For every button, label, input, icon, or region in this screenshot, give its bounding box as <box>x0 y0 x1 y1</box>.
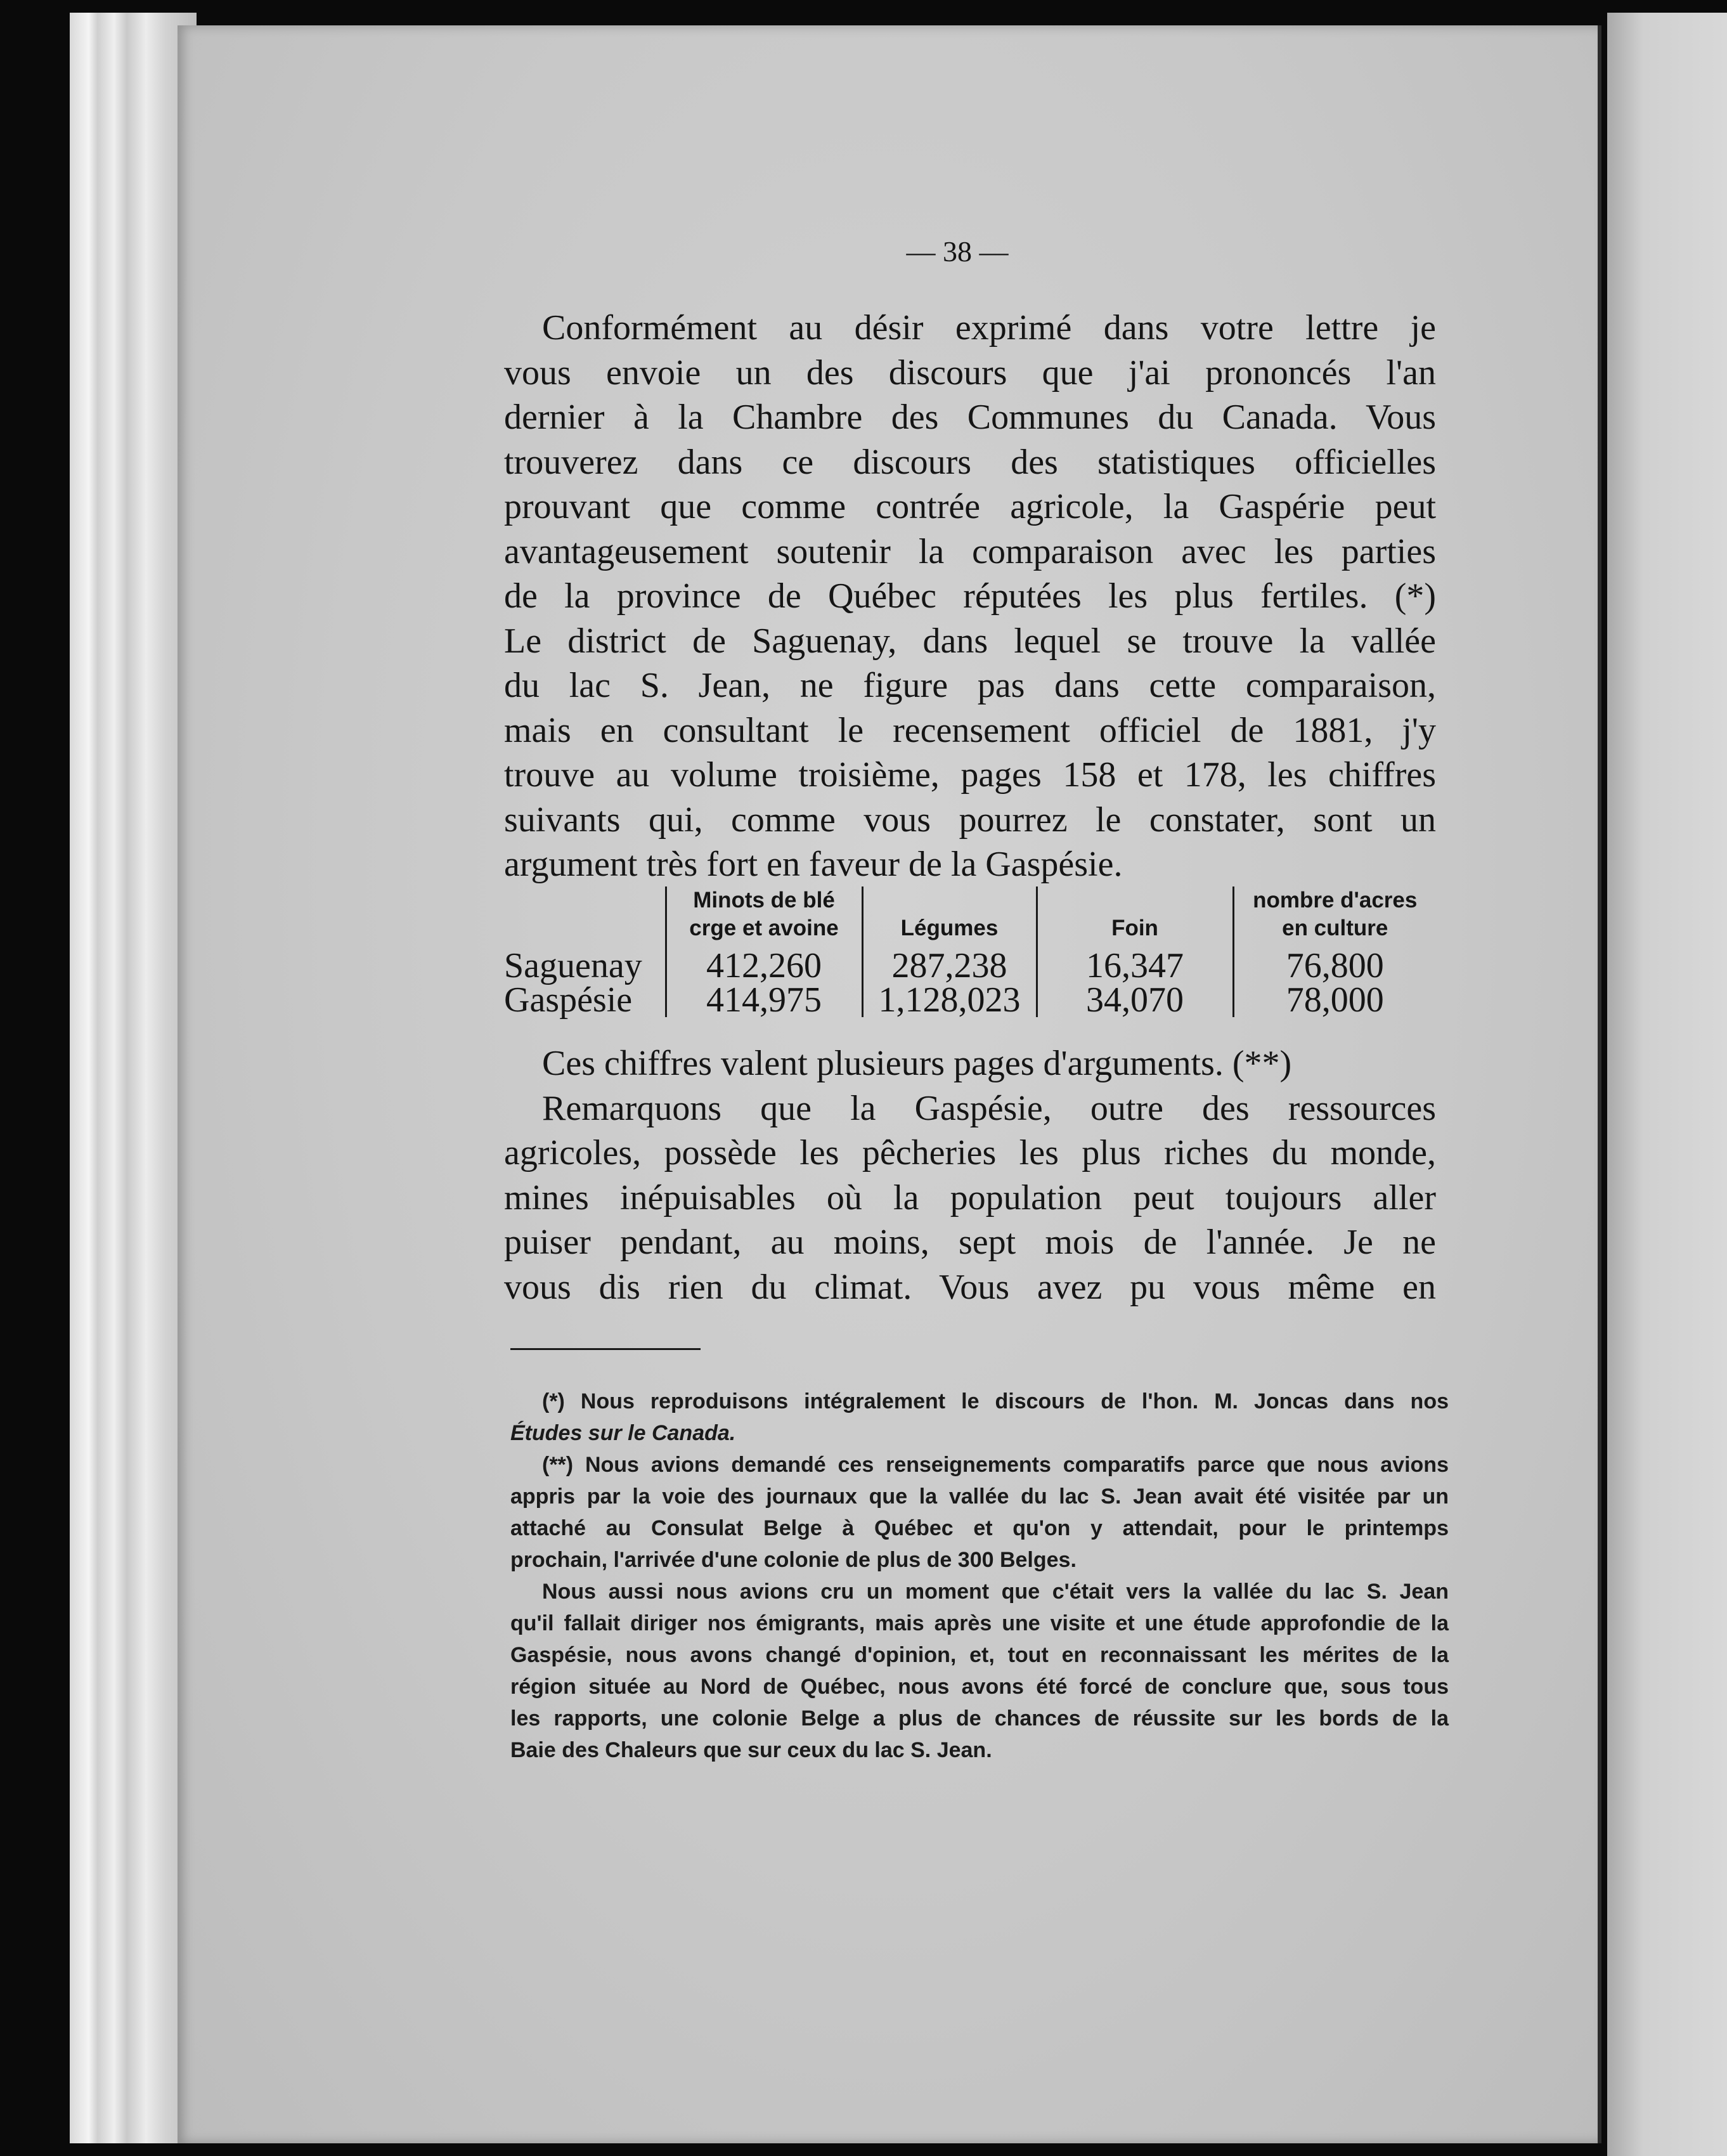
text-line: vous dis rien du climat. Vous avez pu vous même en <box>504 1267 1436 1307</box>
page-gutter <box>1598 25 1601 2143</box>
footnote-line: (**) Nous avions demandé ces renseignements comparatifs parce que nous avions <box>542 1453 1449 1477</box>
table-cell: 16,347 <box>1037 949 1233 983</box>
table-header-row <box>504 886 1436 949</box>
table-header-hay <box>1037 886 1233 949</box>
table-cell: 1,128,023 <box>862 983 1037 1017</box>
table-cell: 34,070 <box>1037 983 1233 1017</box>
footnote-line: les rapports, une colonie Belge a plus de chances de réussite sur les bords de la <box>510 1706 1449 1731</box>
footnote-line: Nous aussi nous avions cru un moment que c'était vers la vallée du lac S. Jean <box>542 1580 1449 1604</box>
statistics-table <box>504 886 1436 1020</box>
table-cell: 414,975 <box>666 983 862 1017</box>
text-line: mines inépuisables où la population peut toujours aller <box>504 1178 1436 1218</box>
row-label: Saguenay <box>504 946 642 985</box>
footnote-line: Gaspésie, nous avons changé d'opinion, et, tout en reconnaissant les mérites de la <box>510 1643 1449 1667</box>
header-line: crge et avoine <box>689 916 839 940</box>
paragraph-letter <box>504 306 1436 887</box>
page-number: — 38 — <box>906 235 1009 268</box>
table-cell: 76,800 <box>1233 949 1436 983</box>
text-line: Conformément au désir exprimé dans votre lettre je <box>542 308 1436 347</box>
table-row <box>504 949 1436 983</box>
footnote-line: attaché au Consulat Belge à Québec et qu'on y attendait, pour le printemps <box>510 1516 1449 1540</box>
paragraph-remarks <box>504 1041 1436 1309</box>
text-line: du lac S. Jean, ne figure pas dans cette comparaison, <box>504 666 1436 705</box>
text-line: mais en consultant le recensement officiel de 1881, j'y <box>504 710 1436 750</box>
header-line: nombre d'acres <box>1253 888 1418 912</box>
header-line: Foin <box>1111 916 1158 940</box>
text-line: de la province de Québec réputées les plus fertiles. (*) <box>504 576 1436 616</box>
footnote-line: (*) Nous reproduisons intégralement le discours de l'hon. M. Joncas dans nos <box>542 1389 1449 1413</box>
text-line: puiser pendant, au moins, sept mois de l'année. Je ne <box>504 1223 1436 1262</box>
table-cell: 78,000 <box>1233 983 1436 1017</box>
text-line: Remarquons que la Gaspésie, outre des ressources <box>542 1088 1436 1128</box>
text-line: prouvant que comme contrée agricole, la Gaspérie peut <box>504 487 1436 526</box>
footnote-line: qu'il fallait diriger nos émigrants, mais après une visite et une étude approfondie de la <box>510 1611 1449 1635</box>
footnote-2 <box>510 1449 1449 1576</box>
footnote-line: appris par la voie des journaux que la vallée du lac S. Jean avait été visitée par un <box>510 1484 1449 1509</box>
table-row <box>504 983 1436 1017</box>
text-line: agricoles, possède les pêcheries les plus riches du monde, <box>504 1133 1436 1172</box>
text-line: avantageusement soutenir la comparaison avec les parties <box>504 531 1436 571</box>
footnote-line: Baie des Chaleurs que sur ceux du lac S. Jean. <box>510 1738 992 1762</box>
text-line: Ces chiffres valent plusieurs pages d'arguments. (**) <box>542 1044 1292 1083</box>
facing-page-edge <box>1607 13 1727 2156</box>
table-cell: 287,238 <box>862 949 1037 983</box>
footnote-line: prochain, l'arrivée d'une colonie de plus de 300 Belges. <box>510 1548 1077 1572</box>
footnote-rule <box>510 1348 701 1350</box>
table-header-vegetables <box>862 886 1037 949</box>
text-line: trouverez dans ce discours des statistiques officielles <box>504 442 1436 482</box>
footnote-line: région située au Nord de Québec, nous avons été forcé de conclure que, sous tous <box>510 1675 1449 1699</box>
footnote-3 <box>510 1576 1449 1766</box>
table-header-empty <box>504 886 666 949</box>
footnote-line <box>510 1417 1449 1449</box>
header-line: en culture <box>1282 916 1388 940</box>
text-line: trouve au volume troisième, pages 158 et 178, les chiffres <box>504 755 1436 795</box>
footnotes <box>510 1386 1449 1766</box>
text-line: dernier à la Chambre des Communes du Canada. Vous <box>504 398 1436 437</box>
table-header-acres <box>1233 886 1436 949</box>
header-line: Légumes <box>900 916 999 940</box>
row-label: Gaspésie <box>504 980 633 1020</box>
text-line: suivants qui, comme vous pourrez le constater, sont un <box>504 800 1436 840</box>
book-title: Études sur le Canada. <box>510 1421 736 1445</box>
text-line: Le district de Saguenay, dans lequel se trouve la vallée <box>504 621 1436 661</box>
header-line: Minots de blé <box>693 888 835 912</box>
text-line: argument très fort en faveur de la Gaspésie. <box>504 845 1123 884</box>
table-header-grain <box>666 886 862 949</box>
text-line: vous envoie un des discours que j'ai prononcés l'an <box>504 353 1436 393</box>
table-cell: 412,260 <box>666 949 862 983</box>
footnote-1 <box>510 1386 1449 1449</box>
